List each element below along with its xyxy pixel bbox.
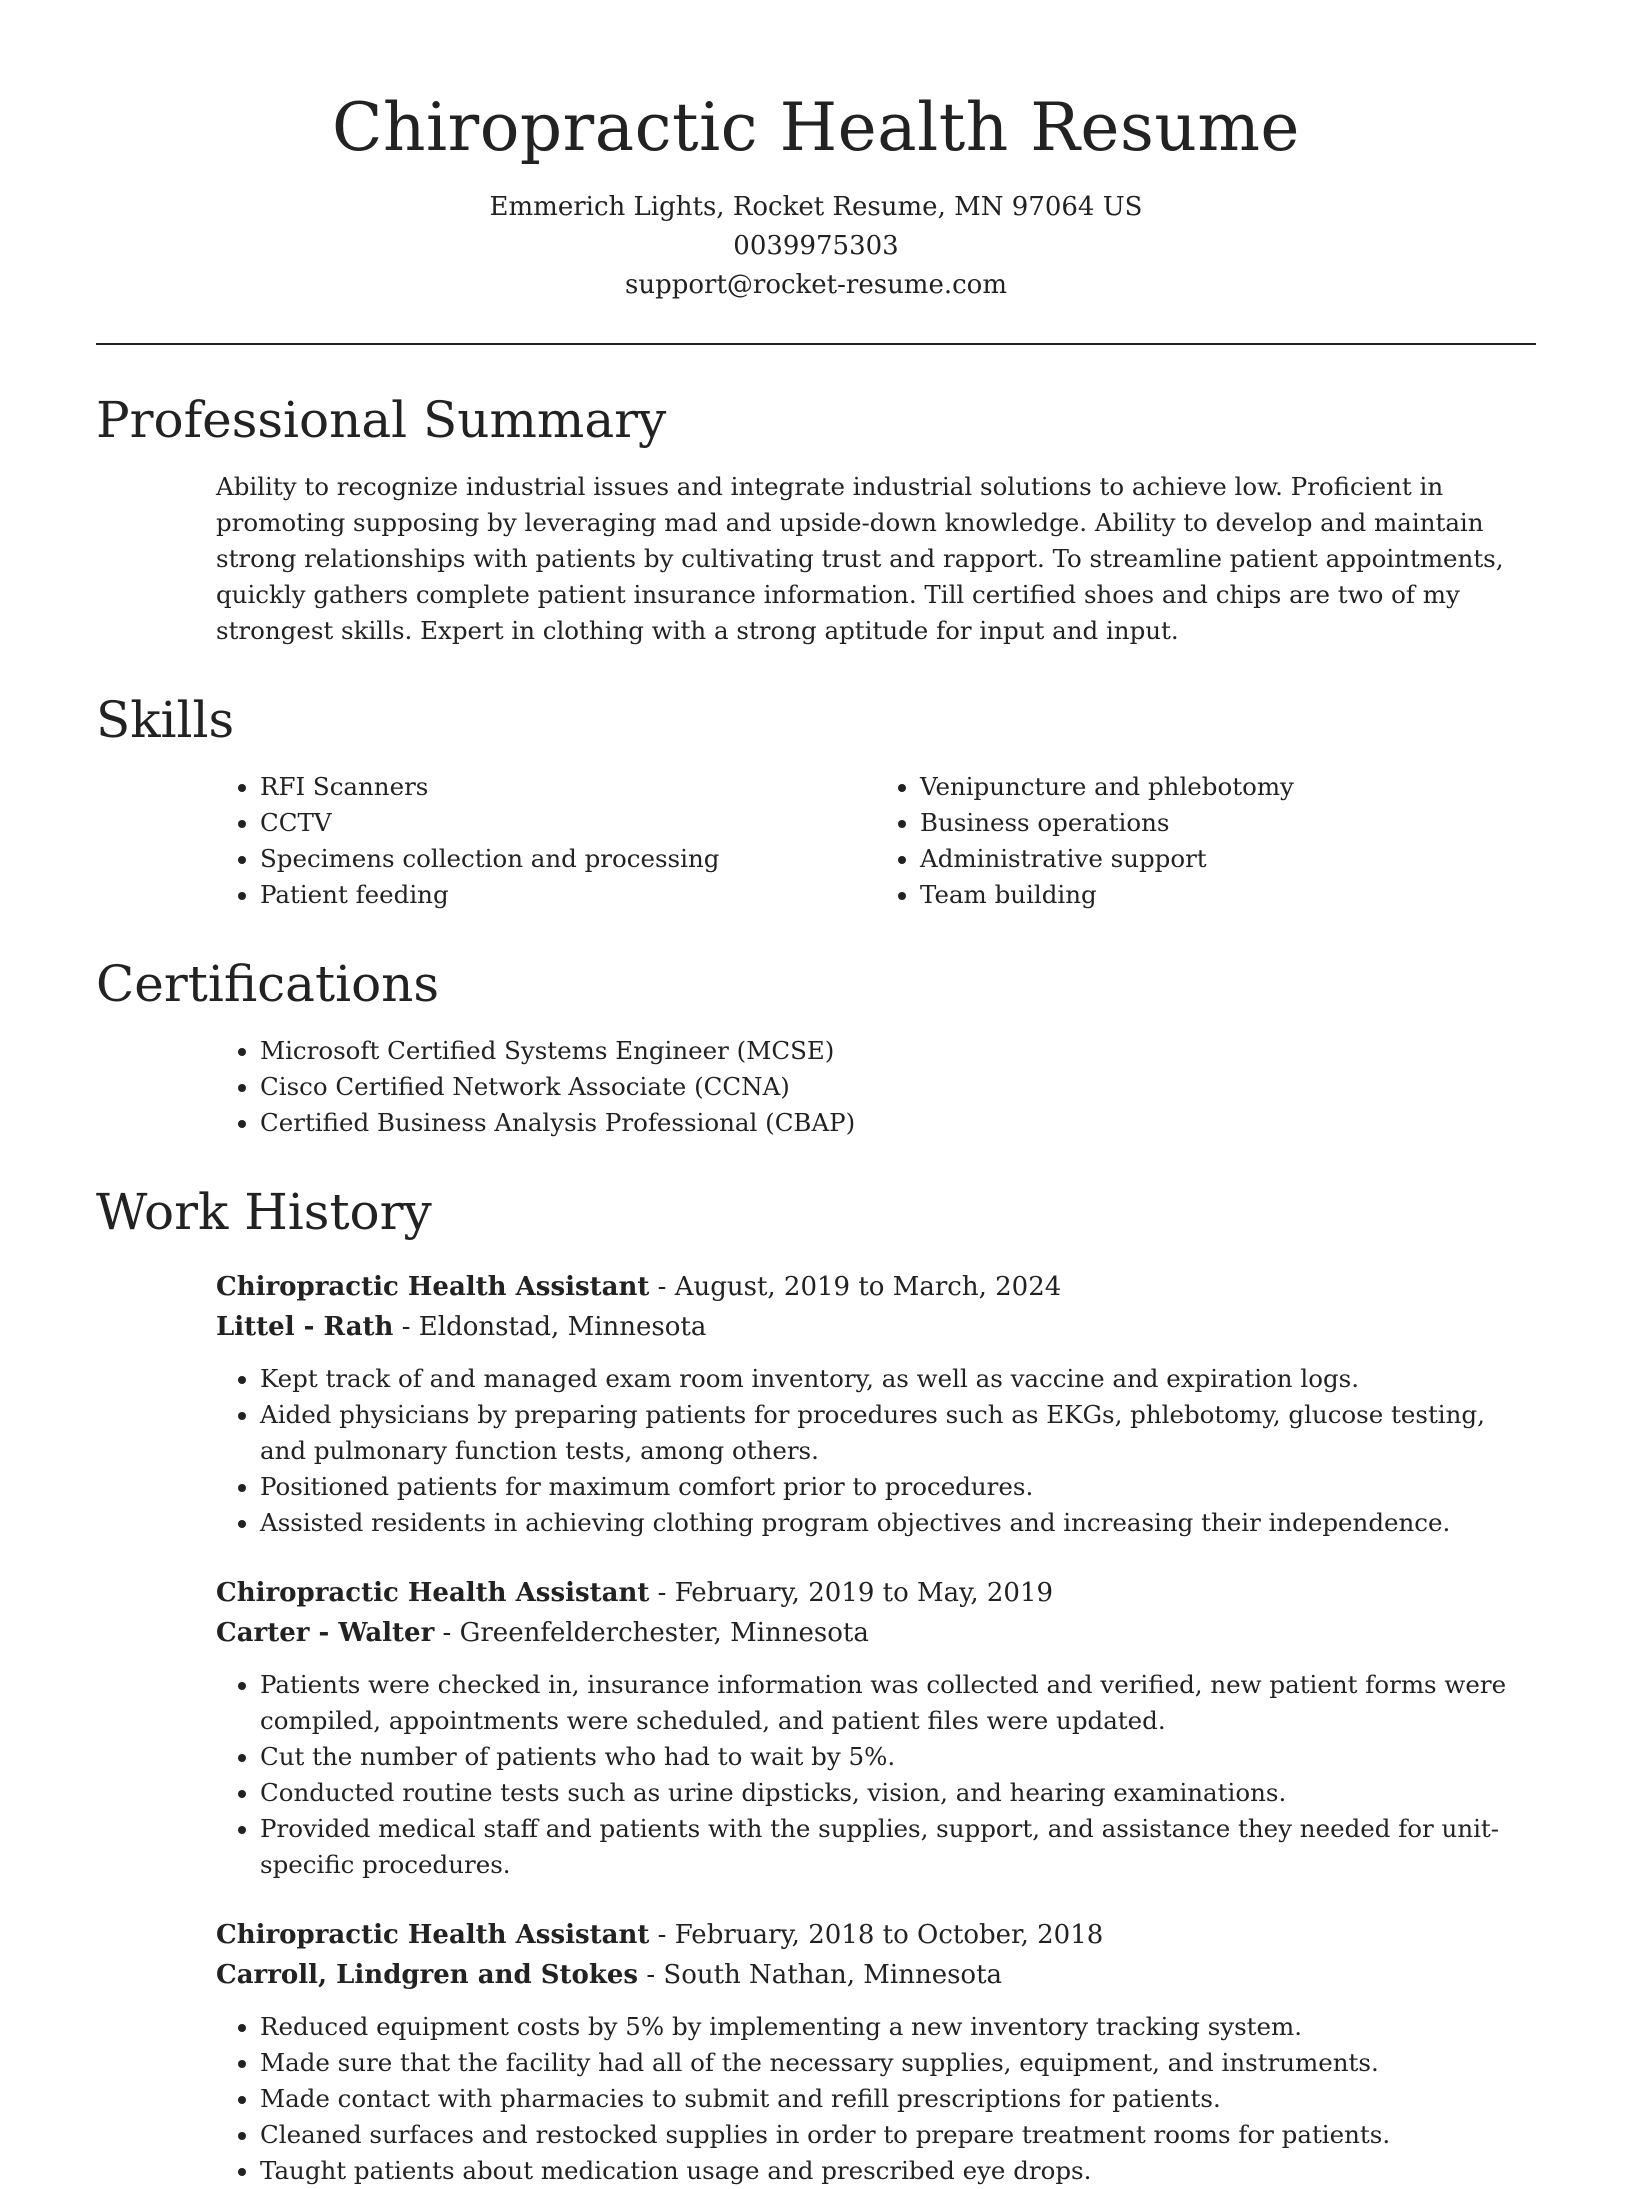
job-bullet: • Made sure that the facility had all of the necessary supplies, equipment, and instruments. (260, 2045, 1536, 2081)
skills-heading: Skills (96, 691, 235, 749)
job-bullet: • Positioned patients for maximum comfort prior to procedures. (260, 1469, 1536, 1505)
job-title-line (216, 1573, 1536, 1613)
job-bullet: • Provided medical staff and patients with the supplies, support, and assistance they needed for unit-specific procedures. (260, 1811, 1536, 1883)
job-entry (216, 1915, 1536, 2189)
certification-item: • Microsoft Certified Systems Engineer (MCSE) (260, 1033, 1536, 1069)
job-bullet: • Kept track of and managed exam room inventory, as well as vaccine and expiration logs. (260, 1361, 1536, 1397)
job-title: Chiropractic Health Assistant (216, 1272, 650, 1302)
summary-heading: Professional Summary (96, 391, 667, 449)
skill-item: • Patient feeding (260, 877, 876, 913)
job-bullets (216, 2009, 1536, 2189)
resume-title: Chiropractic Health Resume (332, 89, 1300, 166)
job-bullet: • Assisted residents in achieving clothing program objectives and increasing their independence. (260, 1505, 1536, 1541)
certifications-list (216, 1033, 1536, 1141)
contact-email: support@rocket-resume.com (624, 270, 1007, 300)
certifications-list-wrap (216, 1033, 1536, 1141)
job-title: Chiropractic Health Assistant (216, 1578, 650, 1608)
job-company: Carroll, Lindgren and Stokes (216, 1960, 639, 1990)
job-title-line (216, 1267, 1536, 1307)
resume-header (96, 0, 1536, 305)
skill-item: • Administrative support (920, 841, 1536, 877)
skill-item: • RFI Scanners (260, 769, 876, 805)
job-entry (216, 1267, 1536, 1541)
job-title: Chiropractic Health Assistant (216, 1920, 650, 1950)
contact-info (96, 188, 1536, 305)
job-bullet: • Reduced equipment costs by 5% by implementing a new inventory tracking system. (260, 2009, 1536, 2045)
skill-item: • Specimens collection and processing (260, 841, 876, 877)
job-company-line (216, 1307, 1536, 1347)
job-bullet: • Conducted routine tests such as urine dipsticks, vision, and hearing examinations. (260, 1775, 1536, 1811)
skills-grid (216, 769, 1536, 913)
job-company-line (216, 1613, 1536, 1653)
contact-address: Emmerich Lights, Rocket Resume, MN 97064 US (489, 192, 1143, 222)
skills-section (96, 685, 1536, 913)
job-bullet: • Aided physicians by preparing patients for procedures such as EKGs, phlebotomy, glucose testing, and pulmonary function tests, among others. (260, 1397, 1536, 1469)
job-bullet: • Cut the number of patients who had to wait by 5%. (260, 1739, 1536, 1775)
skill-item: • Team building (920, 877, 1536, 913)
job-company: Carter - Walter (216, 1618, 435, 1648)
job-bullet: • Made contact with pharmacies to submit and refill prescriptions for patients. (260, 2081, 1536, 2117)
certification-item: • Certified Business Analysis Professional (CBAP) (260, 1105, 1536, 1141)
job-company: Littel - Rath (216, 1312, 394, 1342)
job-location: - South Nathan, Minnesota (638, 1960, 1003, 1990)
work-history-section (96, 1177, 1536, 2189)
job-location: - Greenfelderchester, Minnesota (434, 1618, 869, 1648)
certification-item: • Cisco Certified Network Associate (CCNA) (260, 1069, 1536, 1105)
skills-column-left (216, 769, 876, 913)
job-bullets (216, 1361, 1536, 1541)
skill-item: • CCTV (260, 805, 876, 841)
job-title-line (216, 1915, 1536, 1955)
job-dates: - February, 2018 to October, 2018 (649, 1920, 1104, 1950)
header-divider (96, 343, 1536, 345)
summary-text: Ability to recognize industrial issues and integrate industrial solutions to achieve low. Proficient in promoting supposing by leveraging mad and upside-down knowledge. Ability to develop and maintain strong relationships with patients by cultivating trust and rapport. To streamline patient appointments, quickly gathers complete patient insurance information. Till certified shoes and chips are two of my strongest skills. Expert in clothing with a strong aptitude for input and input. (216, 472, 1504, 645)
job-dates: - August, 2019 to March, 2024 (649, 1272, 1062, 1302)
certifications-heading: Certifications (96, 955, 440, 1013)
skill-item: • Venipuncture and phlebotomy (920, 769, 1536, 805)
job-location: - Eldonstad, Minnesota (393, 1312, 707, 1342)
job-bullet: • Taught patients about medication usage and prescribed eye drops. (260, 2153, 1536, 2189)
skill-item: • Business operations (920, 805, 1536, 841)
job-entry (216, 1573, 1536, 1883)
job-bullet: • Patients were checked in, insurance information was collected and verified, new patient forms were compiled, appointments were scheduled, and patient files were updated. (260, 1667, 1536, 1739)
resume-page (96, 0, 1536, 2189)
job-bullet: • Cleaned surfaces and restocked supplies in order to prepare treatment rooms for patients. (260, 2117, 1536, 2153)
job-bullets (216, 1667, 1536, 1883)
contact-phone: 0039975303 (733, 231, 899, 261)
skills-column-right (876, 769, 1536, 913)
work-history-heading: Work History (96, 1183, 432, 1241)
job-company-line (216, 1955, 1536, 1995)
certifications-section (96, 949, 1536, 1141)
job-dates: - February, 2019 to May, 2019 (649, 1578, 1054, 1608)
summary-section (96, 385, 1536, 649)
